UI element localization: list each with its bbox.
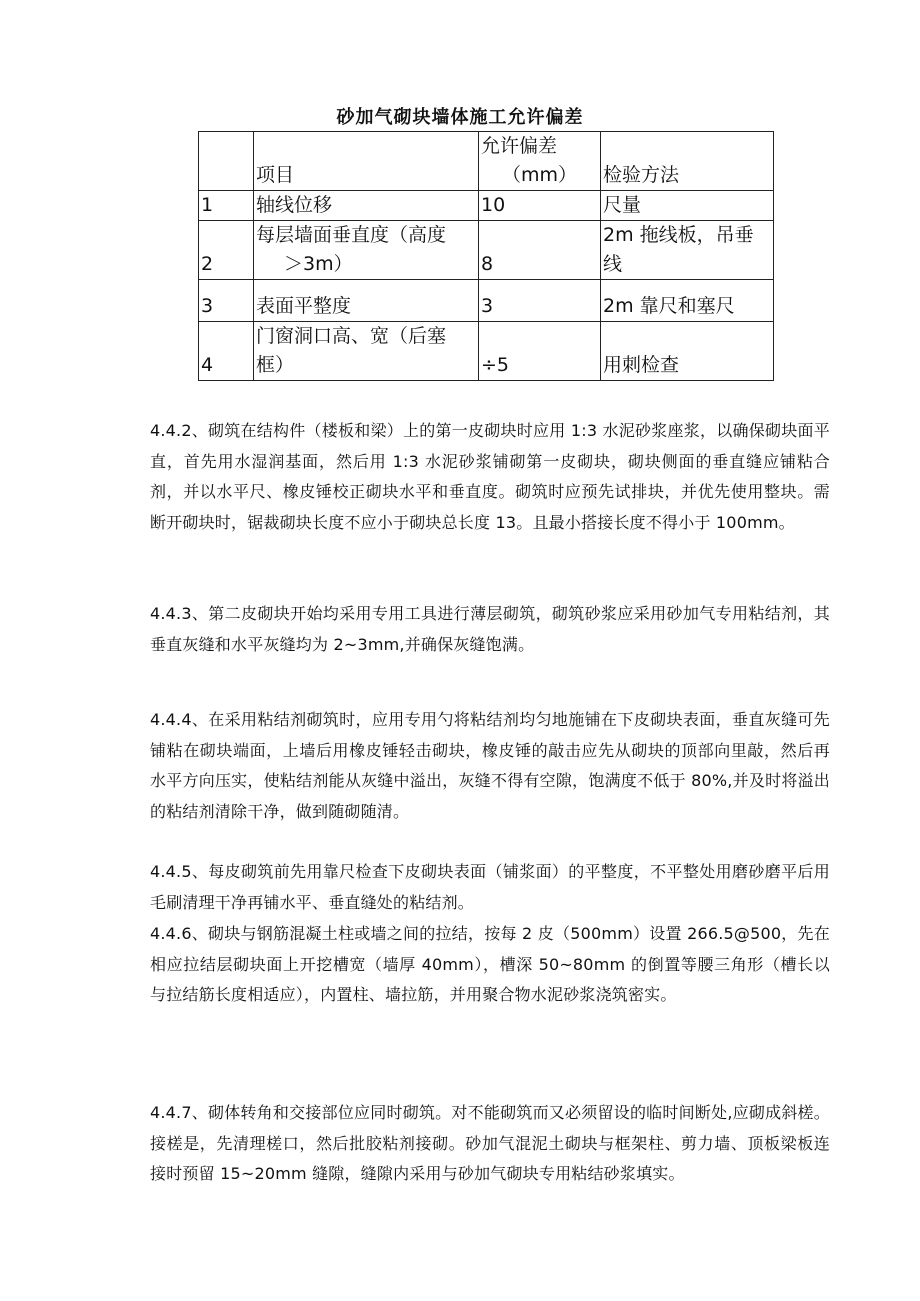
row-item bbox=[254, 221, 479, 280]
row-method-line1: 2m 拖线板，吊垂 bbox=[603, 224, 754, 246]
row-item-line1: 门窗洞口高、宽（后塞 bbox=[256, 325, 447, 347]
row-tolerance: 8 bbox=[479, 221, 601, 280]
paragraph-4-4-6: 4.4.6、砌块与钢筋混凝土柱或墙之间的拉结，按每 2 皮（500mm）设置 266.5@500，先在相应拉结层砌块面上开挖槽宽（墙厚 40mm），槽深 50~80mm 的倒置等腰三角形（槽长以与拉结筋长度相适应），内置柱、墙拉筋，并用聚合物水泥砂浆浇筑密实。 bbox=[150, 924, 830, 1004]
row-tolerance: 10 bbox=[479, 191, 601, 221]
table-row bbox=[199, 322, 774, 381]
paragraph-4-4-7: 4.4.7、砌体转角和交接部位应同时砌筑。对不能砌筑而又必须留设的临时间断处,应砌成斜槎。接槎是，先清理槎口，然后批胶粘剂接砌。砂加气混泥土砌块与框架柱、剪力墙、顶板梁板连接时预留 15~20mm 缝隙，缝隙内采用与砂加气砌块专用粘结砂浆填实。 bbox=[150, 1103, 830, 1183]
row-item-line1: 每层墙面垂直度（高度 bbox=[256, 224, 447, 246]
row-item: 表面平整度 bbox=[254, 280, 479, 322]
tolerance-table bbox=[198, 131, 774, 381]
row-item-line2: ＞3m） bbox=[284, 253, 353, 275]
header-tolerance-line1: 允许偏差 bbox=[481, 135, 558, 157]
table-row bbox=[199, 280, 774, 322]
row-no: 1 bbox=[199, 191, 254, 221]
row-method-line2: 线 bbox=[603, 253, 623, 275]
table-row bbox=[199, 221, 774, 280]
paragraph-4-4-3: 4.4.3、第二皮砌块开始均采用专用工具进行薄层砌筑，砌筑砂浆应采用砂加气专用粘结剂，其垂直灰缝和水平灰缝均为 2~3mm,并确保灰缝饱满。 bbox=[150, 604, 830, 654]
row-method: 用刺检查 bbox=[601, 322, 774, 381]
header-method: 检验方法 bbox=[601, 132, 774, 191]
paragraph-4-4-5: 4.4.5、每皮砌筑前先用靠尺检查下皮砌块表面（铺浆面）的平整度，不平整处用磨砂磨平后用毛刷清理干净再铺水平、垂直缝处的粘结剂。 bbox=[150, 862, 830, 912]
header-tolerance-line2: （mm） bbox=[501, 164, 578, 186]
row-item-line2: 框） bbox=[256, 354, 295, 376]
row-method: 尺量 bbox=[601, 191, 774, 221]
table-row bbox=[199, 191, 774, 221]
paragraph-4-4-4: 4.4.4、在采用粘结剂砌筑时，应用专用勺将粘结剂均匀地施铺在下皮砌块表面，垂直灰缝可先铺粘在砌块端面，上墙后用橡皮锤轻击砌块，橡皮锤的敲击应先从砌块的顶部向里敲，然后再水平方向压实，使粘结剂能从灰缝中溢出，灰缝不得有空隙，饱满度不低于 80%,并及时将溢出的粘结剂清除干净，做到随砌随清。 bbox=[150, 710, 830, 821]
header-item bbox=[254, 132, 479, 191]
header-item-label: 项目 bbox=[256, 164, 295, 186]
row-no: 3 bbox=[199, 280, 254, 322]
row-no: 4 bbox=[199, 322, 254, 381]
paragraph-4-4-2: 4.4.2、砌筑在结构件（楼板和梁）上的第一皮砌块时应用 1:3 水泥砂浆座浆，以确保砌块面平直，首先用水湿润基面，然后用 1:3 水泥砂浆铺砌第一皮砌块，砌块侧面的垂直缝应铺粘合剂，并以水平尺、橡皮锤校正砌块水平和垂直度。砌筑时应预先试排块，并优先使用整块。需断开砌块时，锯裁砌块长度不应小于砌块总长度 13。且最小搭接长度不得小于 100mm。 bbox=[150, 421, 830, 532]
row-item bbox=[254, 322, 479, 381]
row-tolerance: 3 bbox=[479, 280, 601, 322]
table-title: 砂加气砌块墙体施工允许偏差 bbox=[336, 107, 584, 128]
row-item: 轴线位移 bbox=[254, 191, 479, 221]
row-tolerance: ÷5 bbox=[479, 322, 601, 381]
row-method: 2m 靠尺和塞尺 bbox=[601, 280, 774, 322]
header-tolerance bbox=[479, 132, 601, 191]
table-header-row bbox=[199, 132, 774, 191]
row-no: 2 bbox=[199, 221, 254, 280]
row-method bbox=[601, 221, 774, 280]
header-no bbox=[199, 132, 254, 191]
